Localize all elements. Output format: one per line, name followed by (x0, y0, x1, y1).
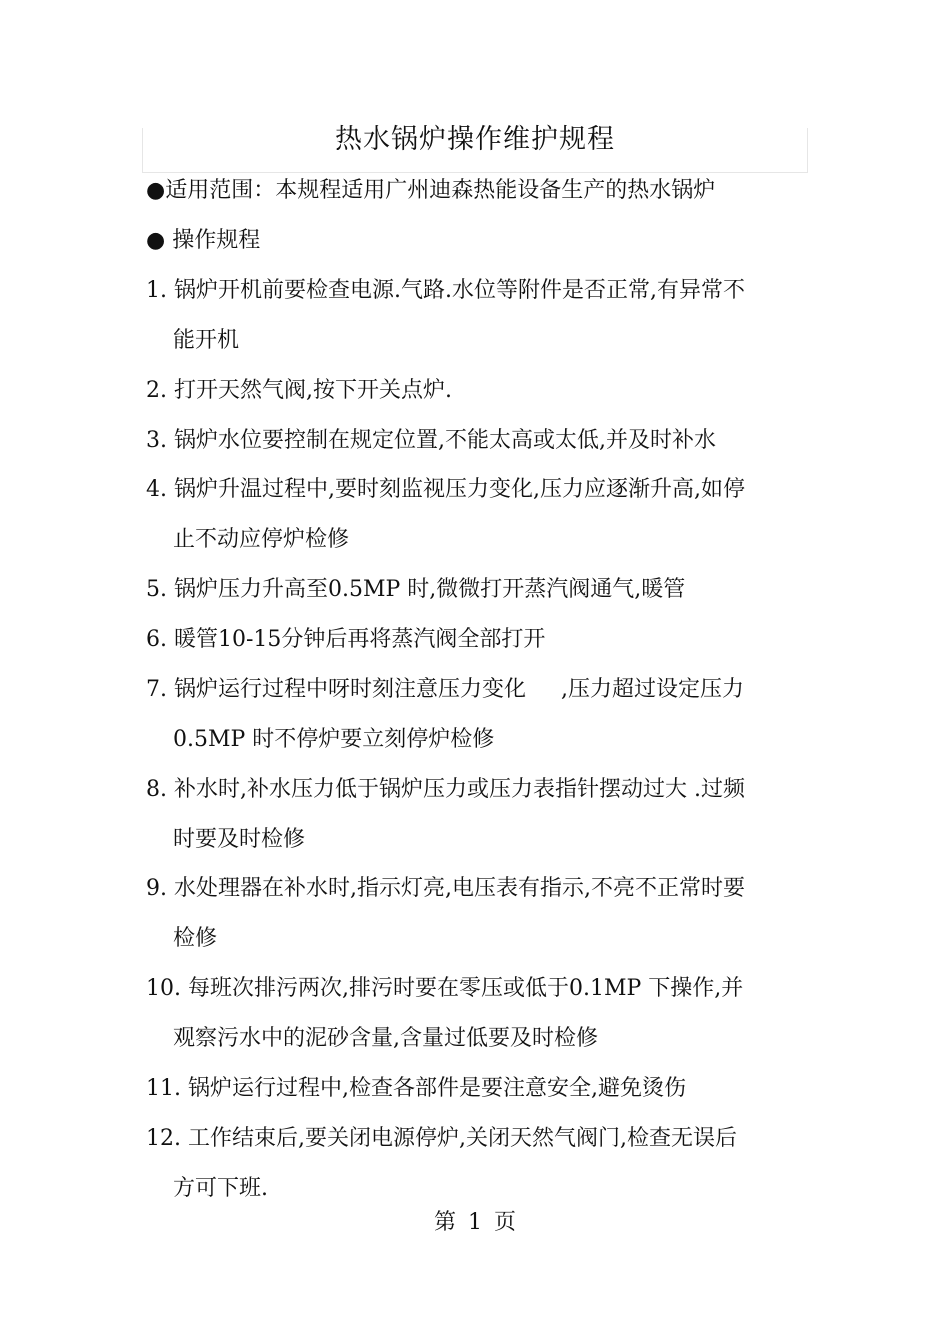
list-item: 1. 锅炉开机前要检查电源.气路.水位等附件是否正常,有异常不 (146, 278, 745, 303)
list-item-continuation: 时要及时检修 (173, 827, 306, 852)
list-item: 9. 水处理器在补水时,指示灯亮,电压表有指示,不亮不正常时要 (146, 876, 745, 901)
list-item-continuation: 止不动应停炉检修 (173, 527, 350, 552)
list-item: 3. 锅炉水位要控制在规定位置,不能太高或太低,并及时补水 (146, 428, 716, 453)
page-label-suffix: 页 (494, 1210, 517, 1235)
list-item-continuation: 方可下班. (173, 1176, 268, 1201)
list-item-continuation: 0.5MP 时不停炉要立刻停炉检修 (173, 727, 495, 752)
list-item: 8. 补水时,补水压力低于锅炉压力或压力表指针摆动过大 .过频 (146, 777, 745, 802)
list-item: 6. 暖管10-15分钟后再将蒸汽阀全部打开 (146, 627, 546, 652)
page-footer (0, 1208, 950, 1238)
list-item: 4. 锅炉升温过程中,要时刻监视压力变化,压力应逐渐升高,如停 (146, 477, 745, 502)
list-item: 12. 工作结束后,要关闭电源停炉,关闭天然气阀门,检查无误后 (146, 1126, 737, 1151)
list-item: 10. 每班次排污两次,排污时要在零压或低于0.1MP 下操作,并 (146, 976, 744, 1001)
section-heading: ● 操作规程 (146, 228, 261, 253)
list-item: 7. 锅炉运行过程中呀时刻注意压力变化 ,压力超过设定压力 (146, 677, 744, 702)
list-item: 5. 锅炉压力升高至0.5MP 时,微微打开蒸汽阀通气,暖管 (146, 577, 686, 602)
list-item: 11. 锅炉运行过程中,检查各部件是要注意安全,避免烫伤 (146, 1076, 686, 1101)
page-number: 1 (468, 1210, 482, 1235)
list-item-continuation: 观察污水中的泥砂含量,含量过低要及时检修 (173, 1026, 598, 1051)
page-label-prefix: 第 (433, 1210, 456, 1235)
list-item-continuation: 检修 (173, 926, 218, 951)
list-item: 2. 打开天然气阀,按下开关点炉. (146, 378, 452, 403)
scope-line: ●适用范围：本规程适用广州迪森热能设备生产的热水锅炉 (146, 178, 716, 203)
list-item-continuation: 能开机 (173, 328, 240, 353)
document-title: 热水锅炉操作维护规程 (335, 124, 615, 155)
